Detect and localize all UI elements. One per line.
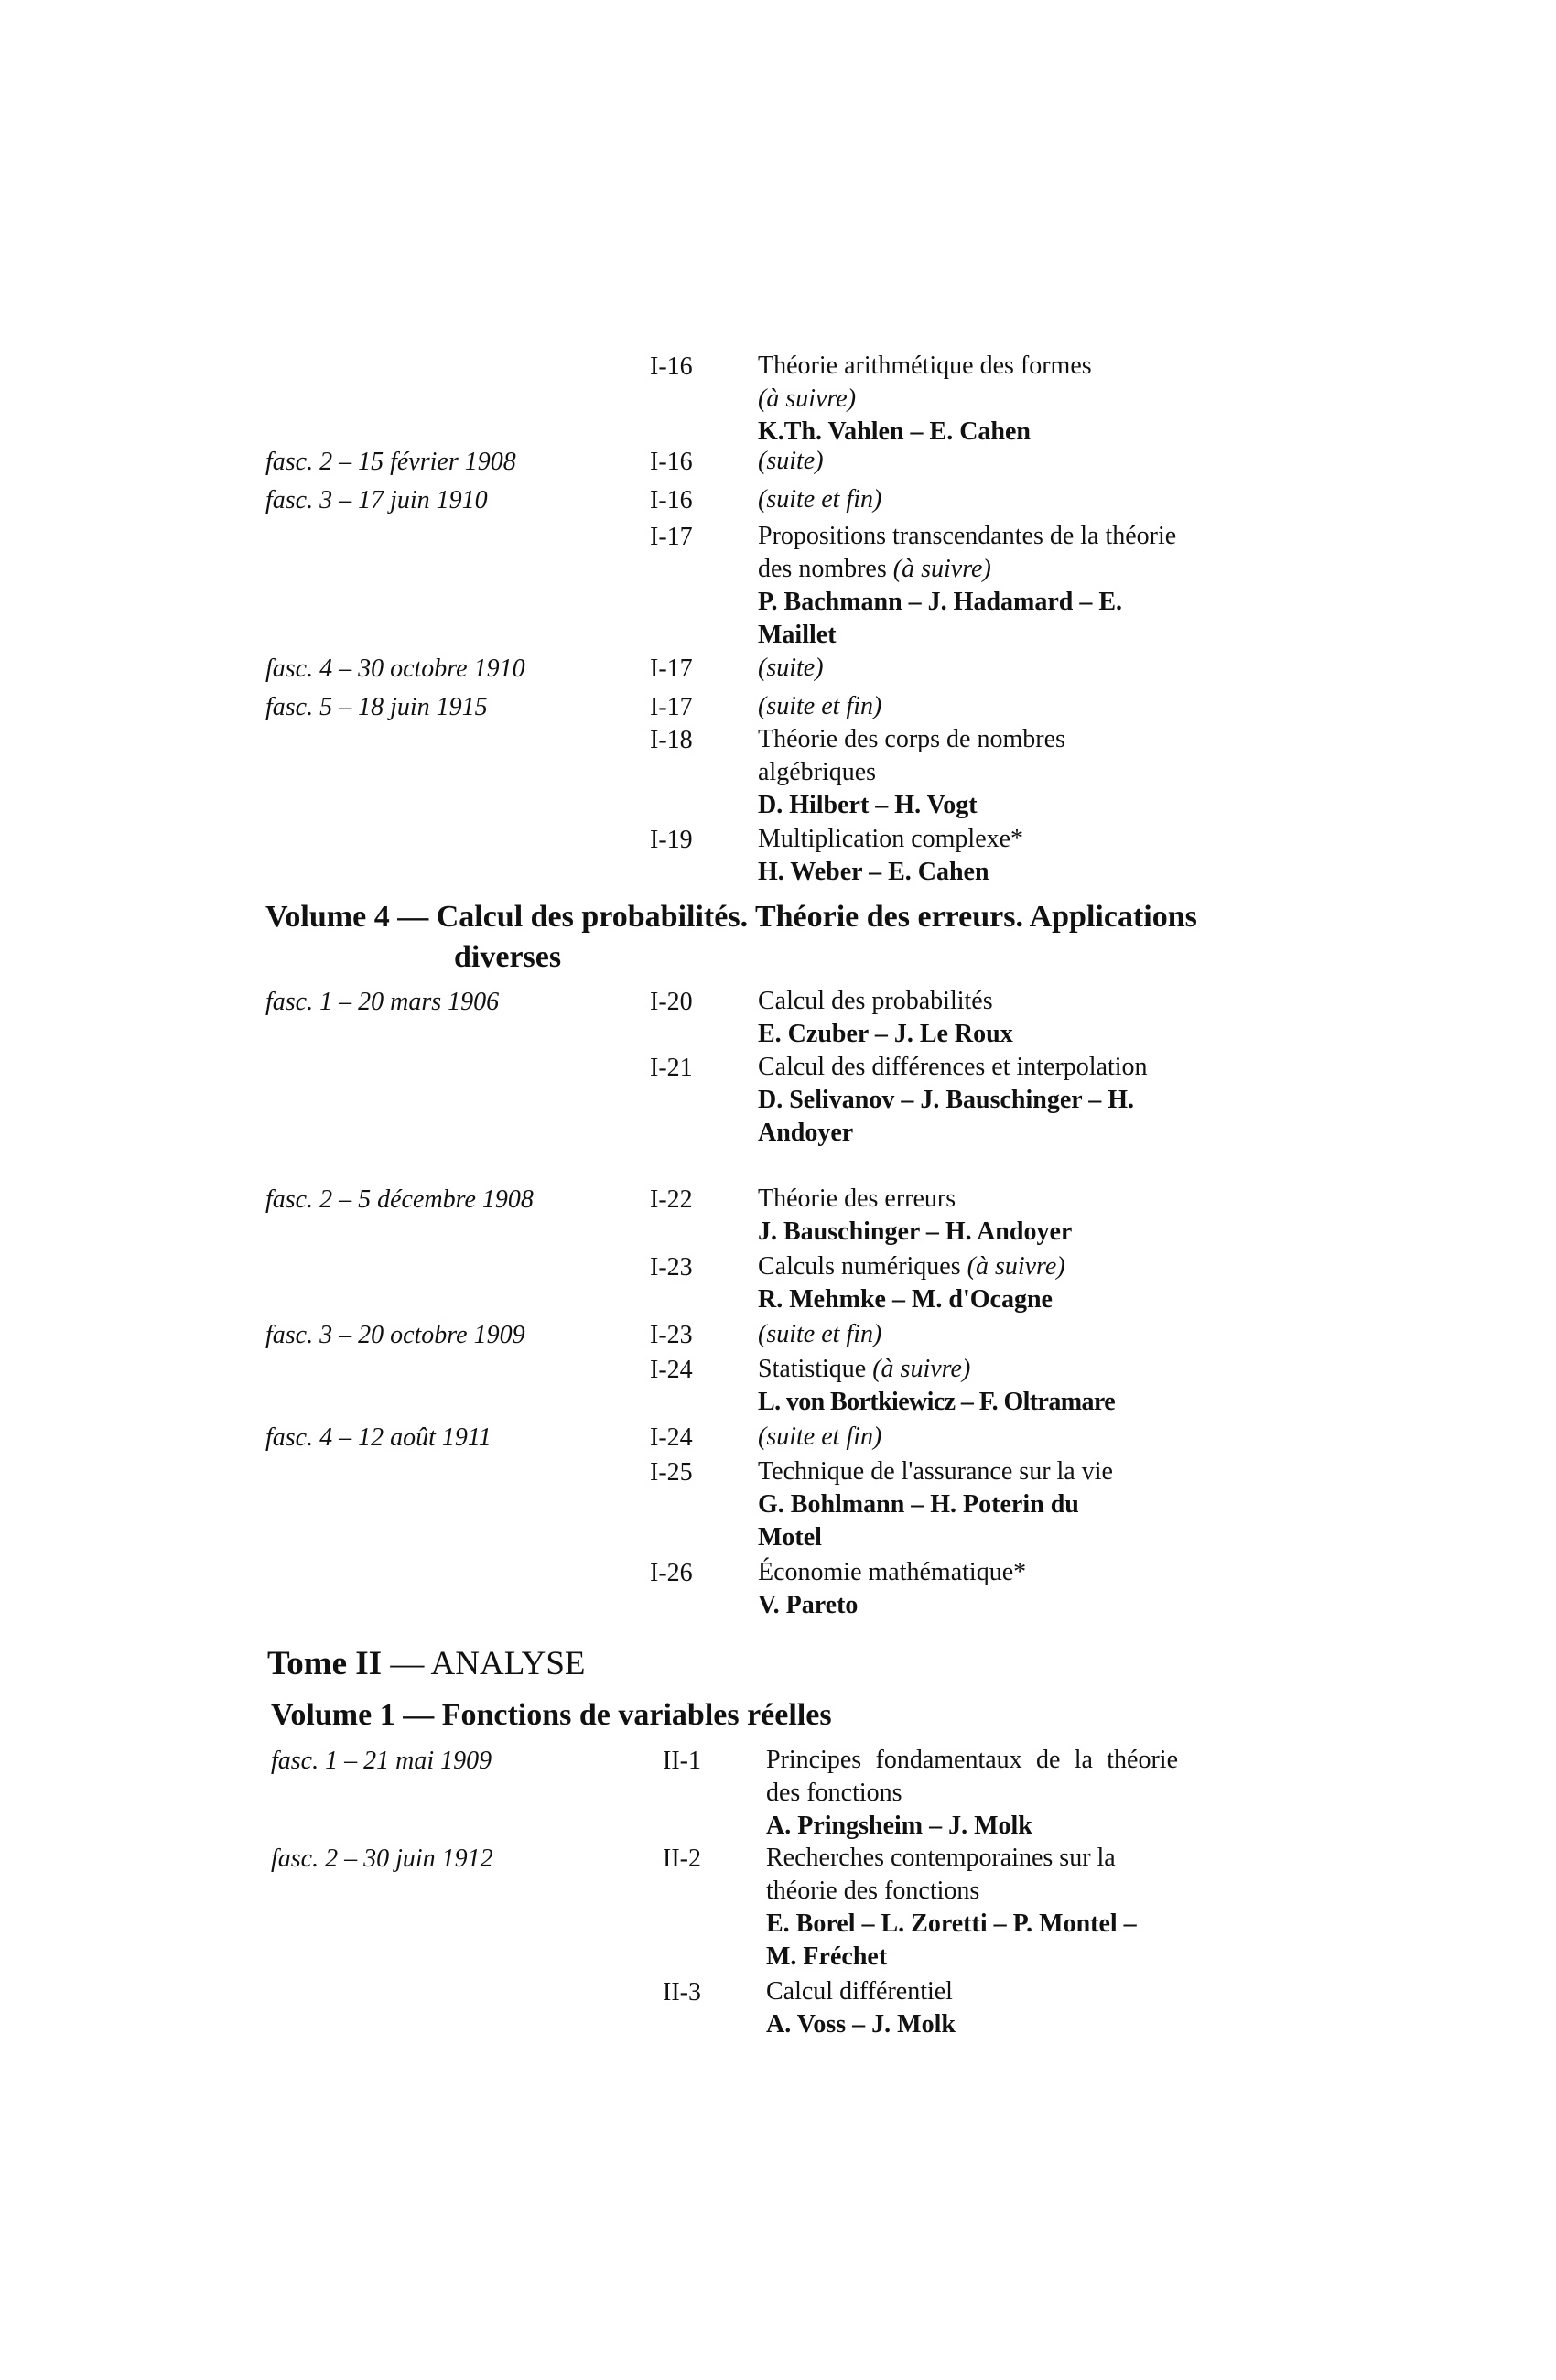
fascicle-date: fasc. 4 – 12 août 1911 (265, 1423, 492, 1452)
volume-heading-text: Volume 4 — Calcul des probabilités. Théorie des erreurs. Applications (265, 900, 1197, 934)
volume-heading-text: Volume 1 — Fonctions de variables réelles (271, 1698, 832, 1732)
entry-body (758, 1353, 1179, 1419)
article-title: Calculs numériques (758, 1252, 961, 1281)
article-note: (suite) (758, 654, 824, 682)
article-note: (à suivre) (967, 1252, 1065, 1281)
entry-body (758, 1421, 1179, 1454)
fascicle-date: fasc. 2 – 5 décembre 1908 (265, 1185, 534, 1214)
article-authors: D. Hilbert – H. Vogt (758, 791, 978, 819)
article-code: I-17 (650, 523, 693, 551)
article-code: I-17 (650, 693, 693, 721)
volume-heading (271, 1695, 832, 1736)
fascicle-date: fasc. 5 – 18 juin 1915 (265, 693, 488, 721)
entry-body (758, 823, 1179, 889)
article-note: (suite et fin) (758, 692, 882, 720)
fascicle-date: fasc. 3 – 17 juin 1910 (265, 486, 488, 514)
entry-body (758, 1051, 1161, 1150)
article-title: Propositions transcendantes de la théorie des nombres (758, 522, 1177, 583)
article-title: Statistique (758, 1355, 867, 1383)
article-authors: L. von Bortkiewicz – F. Oltramare (758, 1388, 1116, 1416)
article-note: (suite et fin) (758, 485, 882, 514)
article-authors: H. Weber – E. Cahen (758, 858, 989, 886)
article-code: II-1 (663, 1747, 701, 1775)
article-note: (à suivre) (892, 555, 991, 583)
fascicle-date: fasc. 4 – 30 octobre 1910 (265, 654, 525, 683)
entry-body (758, 1556, 1179, 1622)
article-title: Multiplication complexe* (758, 825, 1024, 853)
article-authors: E. Czuber – J. Le Roux (758, 1020, 1013, 1048)
article-authors: E. Borel – L. Zoretti – P. Montel – M. Fréchet (766, 1909, 1137, 1971)
entry-body (758, 985, 1179, 1051)
article-code: I-17 (650, 654, 693, 683)
entry-body (758, 690, 1179, 723)
article-authors: G. Bohlmann – H. Poterin du Motel (758, 1490, 1079, 1552)
entry-body (758, 350, 1179, 449)
article-code: I-20 (650, 988, 693, 1016)
article-title: Théorie des erreurs (758, 1185, 956, 1213)
article-code: I-24 (650, 1423, 693, 1452)
entry-body (766, 1975, 1178, 2041)
entry-body (758, 445, 1179, 478)
tome-heading (267, 1644, 586, 1684)
article-authors: K.Th. Vahlen – E. Cahen (758, 417, 1031, 446)
entry-body (758, 1318, 1179, 1351)
article-authors: A. Pringsheim – J. Molk (766, 1812, 1032, 1840)
volume-heading (265, 897, 1197, 978)
fascicle-date: fasc. 1 – 21 mai 1909 (271, 1747, 492, 1775)
article-code: I-24 (650, 1356, 693, 1384)
article-code: I-23 (650, 1321, 693, 1349)
article-title: Technique de l'assurance sur la vie (758, 1457, 1113, 1486)
article-title: Économie mathématique* (758, 1558, 1027, 1586)
entry-body (758, 1455, 1179, 1554)
article-code: I-16 (650, 448, 693, 476)
article-code: I-18 (650, 726, 693, 754)
entry-body (758, 483, 1179, 516)
article-code: I-19 (650, 826, 693, 854)
entry-body (758, 520, 1179, 652)
article-code: I-25 (650, 1458, 693, 1487)
article-title: Théorie des corps de nombres algébriques (758, 725, 1065, 786)
article-code: I-22 (650, 1185, 693, 1214)
entry-body (766, 1842, 1178, 1974)
article-title: Calcul des différences et interpolation (758, 1053, 1148, 1081)
fascicle-date: fasc. 2 – 15 février 1908 (265, 448, 516, 476)
article-title: Recherches contemporaines sur la théorie des fonctions (766, 1844, 1116, 1905)
entry-body (758, 652, 1179, 685)
article-code: I-21 (650, 1054, 693, 1082)
article-authors: R. Mehmke – M. d'Ocagne (758, 1285, 1053, 1314)
article-title: Théorie arithmétique des formes (758, 352, 1092, 380)
tome-subject: — ANALYSE (382, 1645, 586, 1682)
article-authors: V. Pareto (758, 1591, 859, 1619)
article-note: (à suivre) (872, 1355, 971, 1383)
article-authors: J. Bauschinger – H. Andoyer (758, 1217, 1073, 1246)
article-code: I-16 (650, 352, 693, 381)
article-title: Calcul différentiel (766, 1977, 953, 2006)
article-note: (à suivre) (758, 384, 857, 413)
article-code: II-3 (663, 1978, 701, 2007)
fascicle-date: fasc. 3 – 20 octobre 1909 (265, 1321, 525, 1349)
fascicle-date: fasc. 2 – 30 juin 1912 (271, 1844, 493, 1873)
article-note: (suite) (758, 447, 824, 475)
article-code: I-16 (650, 486, 693, 514)
entry-body (758, 723, 1161, 822)
article-authors: P. Bachmann – J. Hadamard – E. Maillet (758, 588, 1123, 649)
volume-heading-continuation: diverses (454, 940, 562, 974)
article-note: (suite et fin) (758, 1320, 882, 1348)
entry-body (766, 1744, 1178, 1843)
article-code: I-26 (650, 1559, 693, 1587)
article-authors: A. Voss – J. Molk (766, 2010, 956, 2039)
article-title: Principes fondamentaux de la théorie des fonctions (766, 1746, 1178, 1807)
fascicle-date: fasc. 1 – 20 mars 1906 (265, 988, 500, 1016)
article-authors: D. Selivanov – J. Bauschinger – H. Andoyer (758, 1086, 1134, 1147)
article-note: (suite et fin) (758, 1423, 882, 1451)
article-title: Calcul des probabilités (758, 987, 993, 1015)
entry-body (758, 1183, 1179, 1249)
tome-label: Tome II (267, 1645, 383, 1682)
article-code: II-2 (663, 1844, 701, 1873)
entry-body (758, 1250, 1179, 1316)
article-code: I-23 (650, 1253, 693, 1282)
